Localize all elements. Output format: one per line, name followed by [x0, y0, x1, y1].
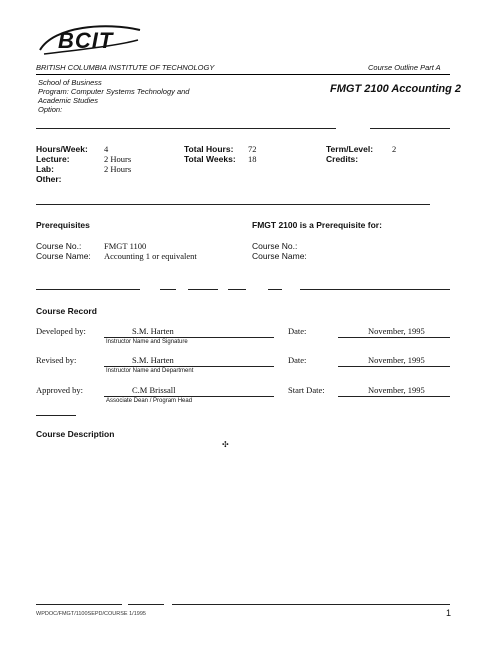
header-rule: [36, 74, 450, 75]
option-rule-right: [370, 128, 450, 129]
prereq-rule-5: [268, 289, 282, 290]
outline-label: Course Outline Part A: [368, 63, 441, 72]
footer-rule-2: [128, 604, 164, 605]
total-weeks-value: 18: [248, 154, 257, 164]
program-line: Program: Computer Systems Technology and: [38, 87, 190, 96]
program-line-2: Academic Studies: [38, 96, 99, 105]
revised-caption: Instructor Name and Department: [106, 368, 194, 374]
institute-name: BRITISH COLUMBIA INSTITUTE OF TECHNOLOGY: [36, 63, 215, 72]
revised-line: [104, 366, 274, 367]
term-value: 2: [392, 144, 397, 154]
hours-week-value: 4: [104, 144, 109, 154]
option-label: Option:: [38, 105, 63, 114]
prereq-rule-4: [228, 289, 246, 290]
lab-value: 2 Hours: [104, 164, 132, 174]
date-line-2: [338, 366, 450, 367]
other-label: Other:: [36, 174, 62, 184]
developed-label: Developed by:: [36, 326, 86, 336]
date-line-1: [338, 337, 450, 338]
approved-label: Approved by:: [36, 385, 83, 395]
start-date-label: Start Date:: [288, 385, 325, 395]
footer-rule-1: [36, 604, 122, 605]
revised-label: Revised by:: [36, 355, 77, 365]
approved-line: [104, 396, 274, 397]
option-rule: [36, 128, 336, 129]
revised-value: S.M. Harten: [132, 355, 174, 365]
footer-file-ref: WPDOC/FMGT/1100SEPD/COURSE 1/1995: [36, 611, 146, 617]
prereq-course-name-value: Accounting 1 or equivalent: [104, 251, 197, 261]
record-rule: [36, 415, 76, 416]
lecture-label: Lecture:: [36, 154, 70, 164]
lab-label: Lab:: [36, 164, 54, 174]
approved-caption: Associate Dean / Program Head: [106, 398, 193, 404]
prereq-for-course-no-label: Course No.:: [252, 241, 298, 251]
prereq-rule-2: [160, 289, 176, 290]
date-value-2: November, 1995: [368, 355, 425, 365]
total-hours-label: Total Hours:: [184, 144, 234, 154]
prereq-course-no-value: FMGT 1100: [104, 241, 147, 251]
term-label: Term/Level:: [326, 144, 374, 154]
prereq-course-name-label: Course Name:: [36, 251, 91, 261]
stray-mark-icon: ✣: [222, 440, 229, 449]
approved-value: C.M Brissall: [132, 385, 176, 395]
developed-caption: Instructor Name and Signature: [106, 339, 188, 345]
lecture-value: 2 Hours: [104, 154, 132, 164]
date-line-3: [338, 396, 450, 397]
date-label-2: Date:: [288, 355, 307, 365]
developed-line: [104, 337, 274, 338]
course-record-heading: Course Record: [36, 306, 97, 316]
date-label-1: Date:: [288, 326, 307, 336]
logo-text: BCIT: [58, 28, 114, 53]
page-number: 1: [446, 608, 452, 618]
hours-rule: [36, 204, 430, 205]
prereq-rule-1: [36, 289, 140, 290]
prereq-rule-6: [300, 289, 450, 290]
total-weeks-label: Total Weeks:: [184, 154, 236, 164]
prereq-heading: Prerequisites: [36, 220, 90, 230]
footer-rule-3: [172, 604, 450, 605]
prereq-rule-3: [188, 289, 218, 290]
date-value-1: November, 1995: [368, 326, 425, 336]
school-name: School of Business: [38, 78, 102, 87]
course-description-heading: Course Description: [36, 429, 115, 439]
credits-label: Credits:: [326, 154, 359, 164]
prereq-for-heading: FMGT 2100 is a Prerequisite for:: [252, 220, 382, 230]
bcit-logo: [36, 20, 144, 58]
course-title: FMGT 2100 Accounting 2: [330, 83, 462, 95]
total-hours-value: 72: [248, 144, 257, 154]
prereq-for-course-name-label: Course Name:: [252, 251, 307, 261]
developed-value: S.M. Harten: [132, 326, 174, 336]
prereq-course-no-label: Course No.:: [36, 241, 82, 251]
hours-week-label: Hours/Week:: [36, 144, 88, 154]
date-value-3: November, 1995: [368, 385, 425, 395]
